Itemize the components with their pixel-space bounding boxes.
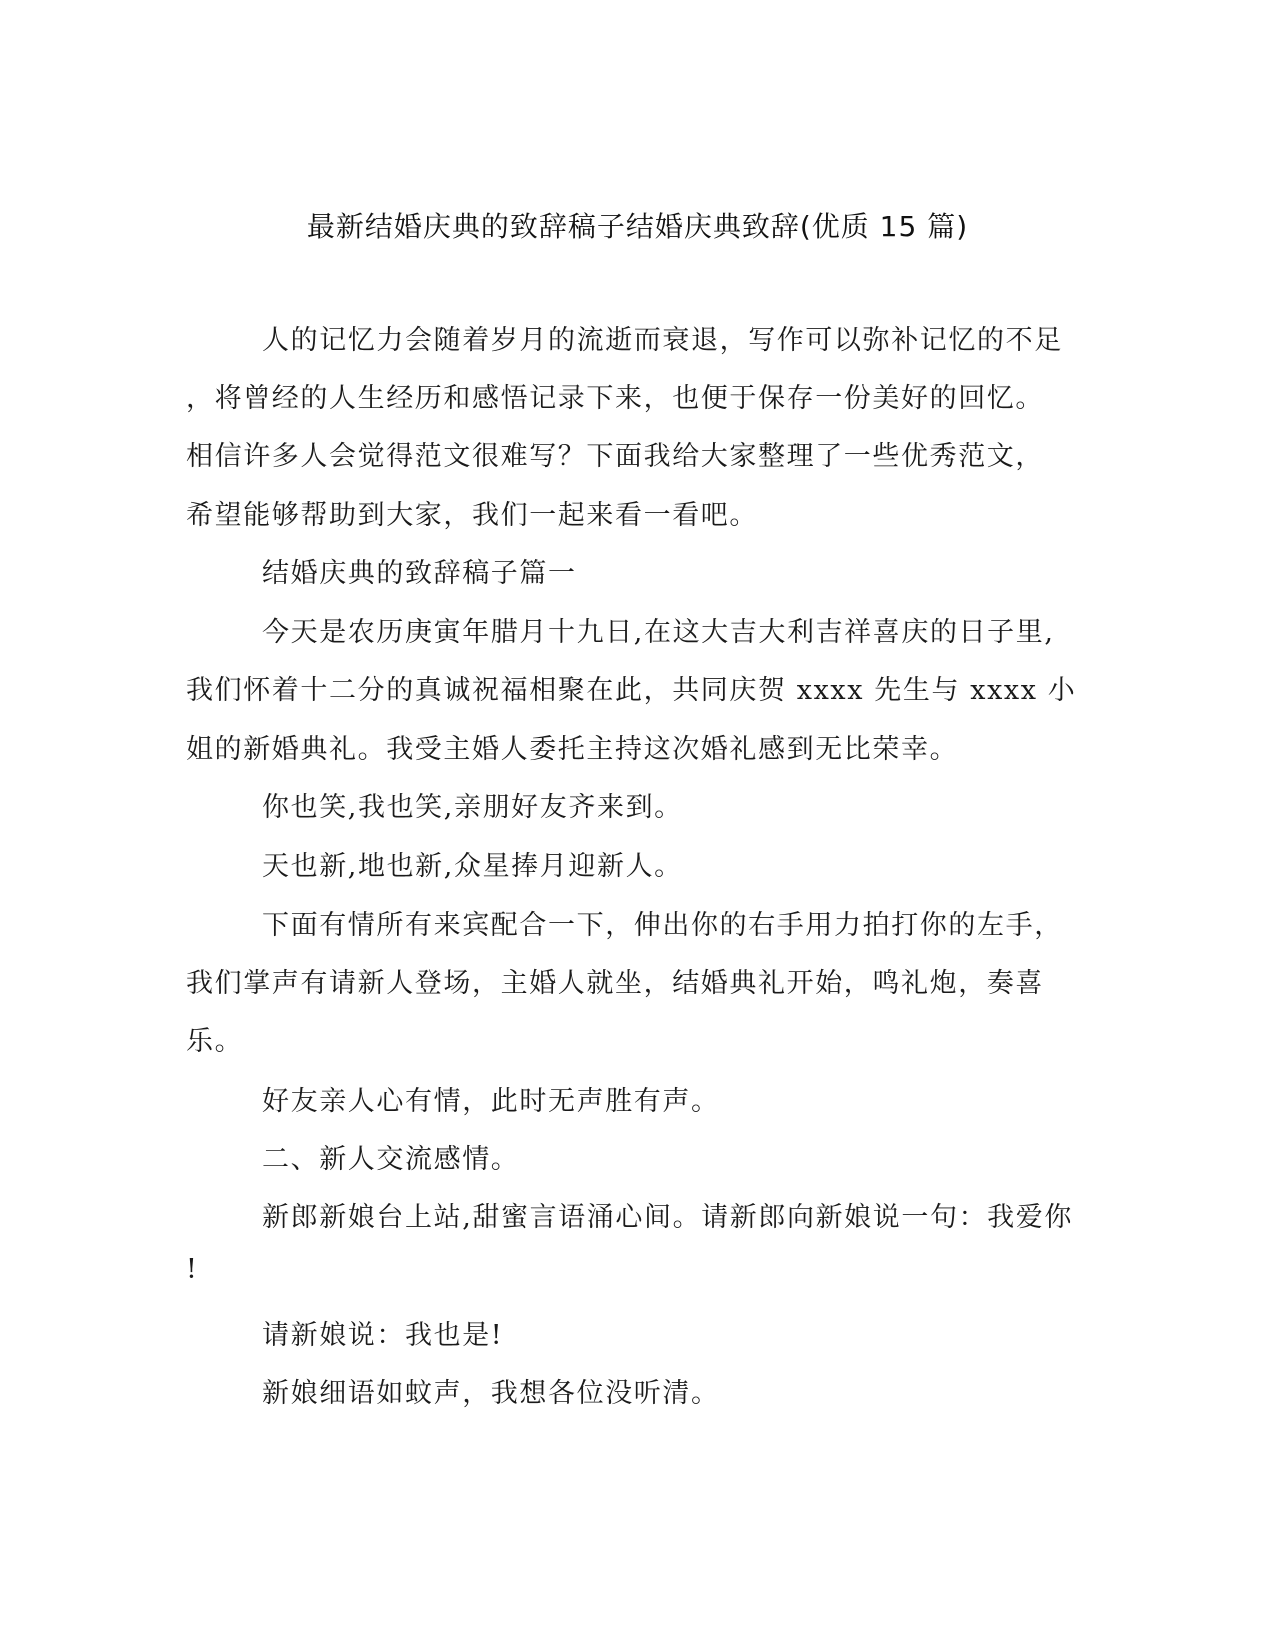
document-title: 最新结婚庆典的致辞稿子结婚庆典致辞(优质 15 篇) — [306, 210, 969, 243]
text-line-2: ，将曾经的人生经历和感悟记录下来，也便于保存一份美好的回忆。 — [186, 383, 1044, 414]
text-line-8: 姐的新婚典礼。我受主婚人委托主持这次婚礼感到无比荣幸。 — [186, 734, 959, 765]
text-line-10: 天也新,地也新,众星捧月迎新人。 — [262, 851, 683, 882]
text-line-18: 请新娘说：我也是! — [262, 1320, 504, 1351]
text-line-1: 人的记忆力会随着岁月的流逝而衰退，写作可以弥补记忆的不足 — [262, 325, 1063, 356]
text-line-6: 今天是农历庚寅年腊月十九日,在这大吉大利吉祥喜庆的日子里, — [262, 617, 1055, 648]
section-heading-1: 结婚庆典的致辞稿子篇一 — [262, 558, 577, 589]
text-line-13: 乐。 — [186, 1026, 244, 1057]
text-line-9: 你也笑,我也笑,亲朋好友齐来到。 — [262, 792, 683, 823]
text-line-12: 我们掌声有请新人登场，主婚人就坐，结婚典礼开始，鸣礼炮，奏喜 — [186, 968, 1044, 999]
text-line-19: 新娘细语如蚊声，我想各位没听清。 — [262, 1378, 720, 1409]
text-line-11: 下面有情所有来宾配合一下，伸出你的右手用力拍打你的左手， — [262, 910, 1063, 941]
text-line-3: 相信许多人会觉得范文很难写？下面我给大家整理了一些优秀范文， — [186, 441, 1044, 472]
text-line-7: 我们怀着十二分的真诚祝福相聚在此，共同庆贺 xxxx 先生与 xxxx 小 — [186, 675, 1077, 706]
text-line-17: ! — [186, 1254, 199, 1285]
text-line-16: 新郎新娘台上站,甜蜜言语涌心间。请新郎向新娘说一句：我爱你 — [262, 1202, 1073, 1233]
text-line-4: 希望能够帮助到大家，我们一起来看一看吧。 — [186, 500, 758, 531]
text-line-14: 好友亲人心有情，此时无声胜有声。 — [262, 1086, 720, 1117]
text-line-15: 二、新人交流感情。 — [262, 1144, 520, 1175]
